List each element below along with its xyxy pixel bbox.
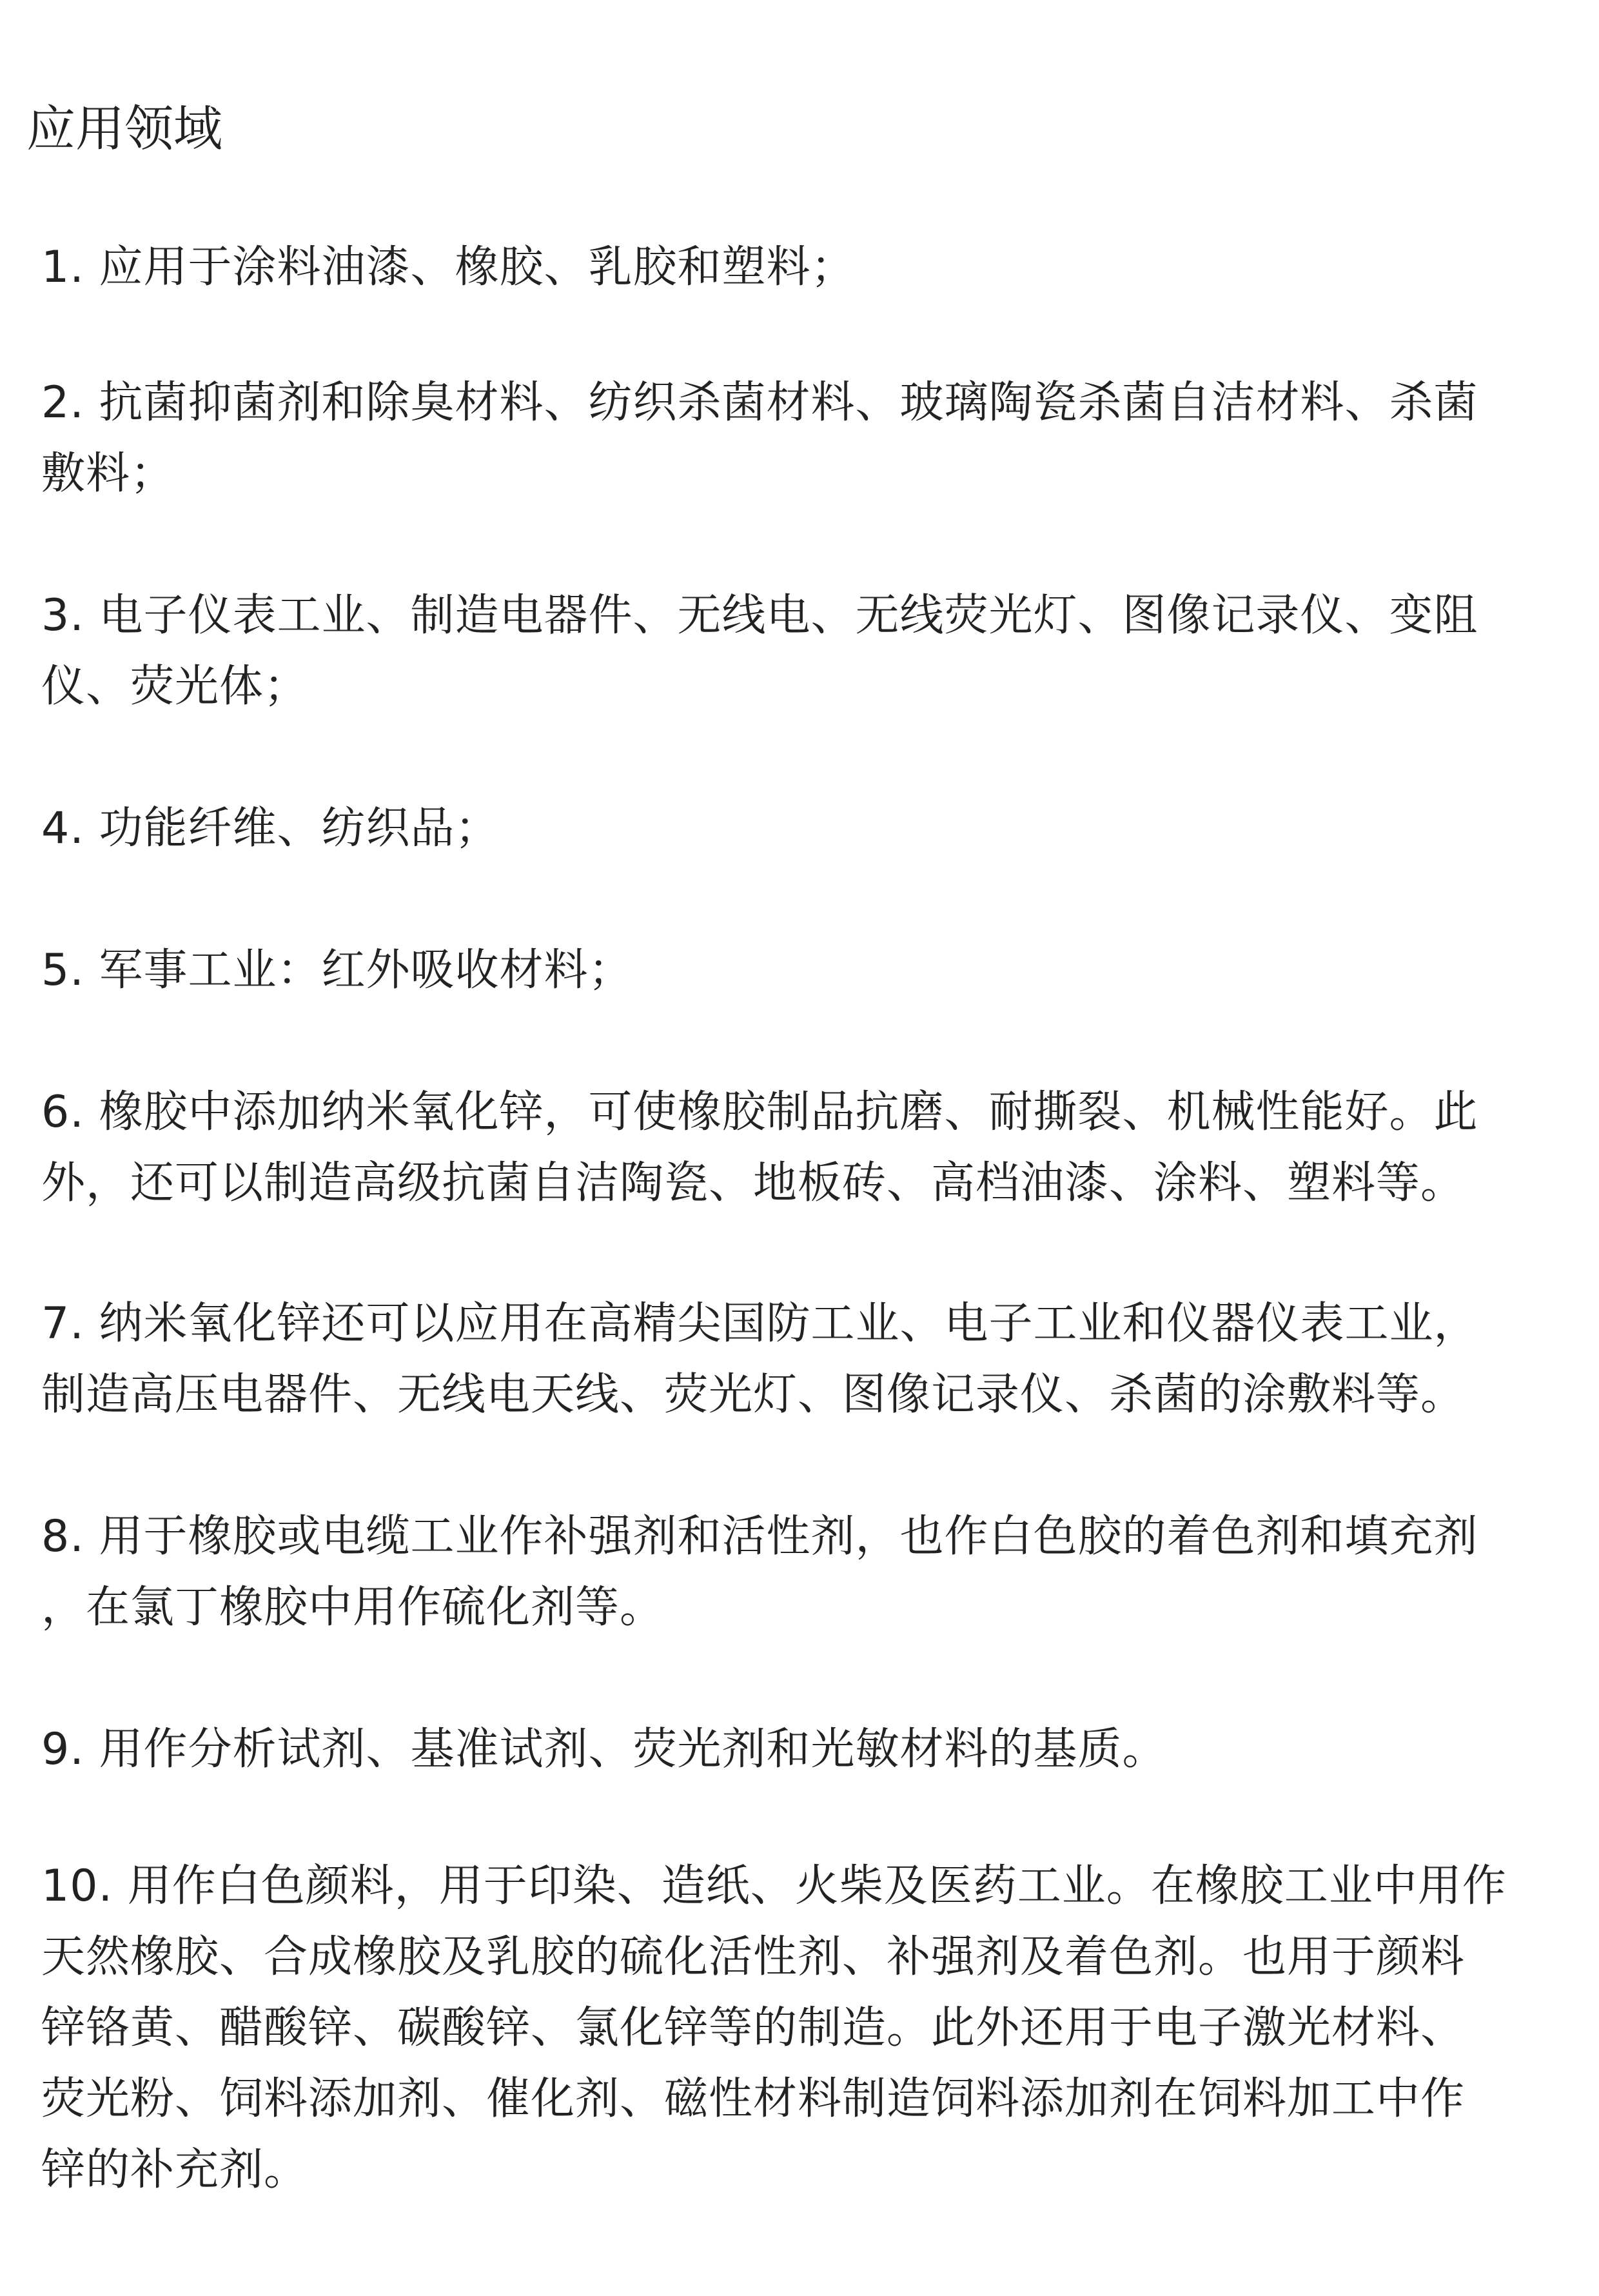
list-item-text: 7. 纳米氧化锌还可以应用在高精尖国防工业、电子工业和仪器仪表工业，	[41, 1298, 1478, 1349]
list-item-9	[41, 1714, 1563, 1785]
list-item-text: 外，还可以制造高级抗菌自洁陶瓷、地板砖、高档油漆、涂料、塑料等。	[41, 1158, 1466, 1209]
list-item-8	[41, 1501, 1563, 1643]
list-item-text: 8. 用于橡胶或电缆工业作补强剂和活性剂，也作白色胶的着色剂和填充剂	[41, 1511, 1478, 1562]
list-item-text: ，在氯丁橡胶中用作硫化剂等。	[41, 1582, 665, 1633]
list-item-text: 荧光粉、饲料添加剂、催化剂、磁性材料制造饲料添加剂在饲料加工中作	[41, 2073, 1466, 2124]
list-item-1	[41, 232, 1563, 303]
list-item-text: 4. 功能纤维、纺织品；	[41, 803, 500, 854]
list-item-text: 10. 用作白色颜料，用于印染、造纸、火柴及医药工业。在橡胶工业中用作	[41, 1861, 1507, 1912]
list-item-5	[41, 935, 1563, 1006]
list-item-text: 3. 电子仪表工业、制造电器件、无线电、无线荧光灯、图像记录仪、变阻	[41, 590, 1478, 641]
list-item-text: 5. 军事工业：红外吸收材料；	[41, 945, 633, 996]
list-item-text: 锌的补充剂。	[41, 2144, 309, 2195]
list-item-text: 9. 用作分析试剂、基准试剂、荧光剂和光敏材料的基质。	[41, 1724, 1167, 1775]
list-item-text: 2. 抗菌抑菌剂和除臭材料、纺织杀菌材料、玻璃陶瓷杀菌自洁材料、杀菌	[41, 377, 1478, 428]
list-item-text: 制造高压电器件、无线电天线、荧光灯、图像记录仪、杀菌的涂敷料等。	[41, 1369, 1466, 1420]
list-item-7	[41, 1289, 1563, 1430]
list-item-text: 仪、荧光体；	[41, 661, 309, 712]
page-title: 应用领域	[26, 100, 222, 157]
list-item-text: 敷料；	[41, 448, 175, 499]
list-item-4	[41, 793, 1563, 864]
list-item-text: 6. 橡胶中添加纳米氧化锌，可使橡胶制品抗磨、耐撕裂、机械性能好。此	[41, 1087, 1478, 1138]
list-item-2	[41, 368, 1563, 510]
list-item-text: 天然橡胶、合成橡胶及乳胶的硫化活性剂、补强剂及着色剂。也用于颜料	[41, 1932, 1466, 1983]
list-item-text: 锌铬黄、醋酸锌、碳酸锌、氯化锌等的制造。此外还用于电子激光材料、	[41, 2003, 1466, 2054]
list-item-text: 1. 应用于涂料油漆、橡胶、乳胶和塑料；	[41, 242, 856, 293]
list-item-6	[41, 1077, 1563, 1219]
list-item-10	[41, 1851, 1563, 2206]
list-item-3	[41, 580, 1563, 722]
